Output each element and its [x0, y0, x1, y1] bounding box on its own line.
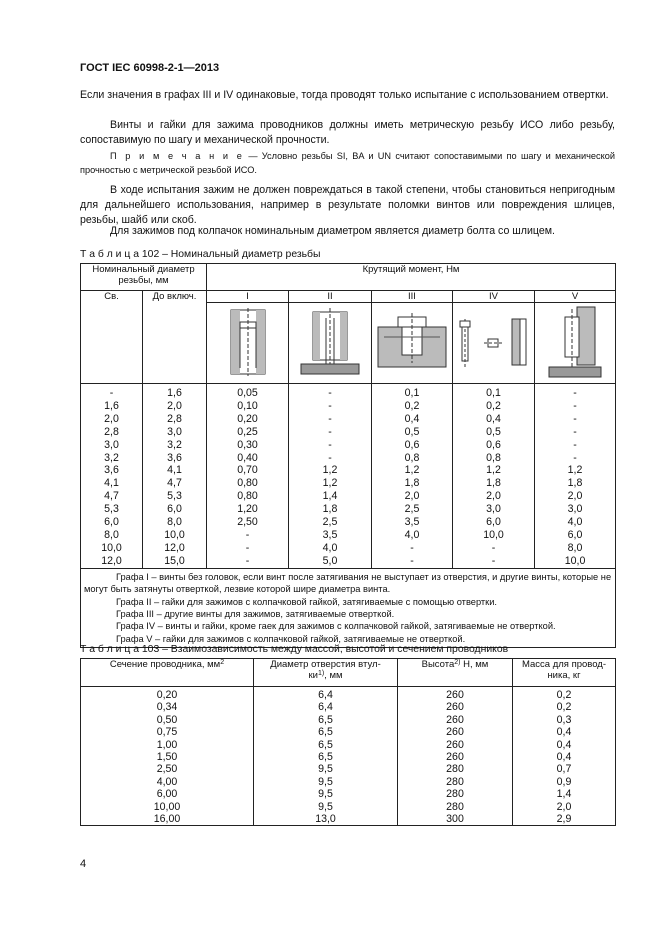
column-1: 0,05 0,10 0,20 0,25 0,30 0,40 0,70 0,80 0,80 1,20 2,50 - - -	[207, 384, 289, 569]
page-header: ГОСТ IEC 60998-2-1—2013	[80, 62, 220, 74]
note-text: — Условно резьбы SI, BA и UN считают сопоставимыми по шагу и механической прочностью с метрической резьбой ИСО.	[80, 151, 615, 175]
figure-col-1	[207, 303, 289, 384]
header-col-4: IV	[453, 291, 535, 303]
table-103	[80, 658, 616, 826]
caption-text: 103 – Взаимозависимость между массой, высотой и сечением проводников	[139, 644, 509, 655]
table-103-caption	[80, 644, 508, 655]
header-diameter	[254, 659, 398, 687]
caption-text: 102 – Номинальный диаметр резьбы	[139, 249, 321, 260]
header-col-1: I	[207, 291, 289, 303]
header-section-text: Сечение проводника, мм	[109, 659, 221, 670]
column-from: - 1,6 2,0 2,8 3,0 3,2 3,6 4,1 4,7 5,3 6,0 8,0 10,0 12,0	[81, 384, 143, 569]
column-4: 0,1 0,2 0,4 0,5 0,6 0,8 1,2 1,8 2,0 3,0 6,0 10,0 - -	[453, 384, 535, 569]
footnote-1: Графа I – винты без головок, если винт после затягивания не выступает из отверстия, и другие винты, которые не могут быть затянуты отверткой, лезвие которой шире диаметра винта.	[84, 571, 612, 595]
paragraph-3: В ходе испытания зажим не должен повреждаться в такой степени, чтобы становиться непригодным для дальнейшего использования, например в результате поломки винтов или повреждения шлицев, резьбы, шайб или скоб.	[80, 184, 615, 226]
header-to: До включ.	[143, 291, 207, 384]
footnote-3: Графа III – другие винты для зажимов, затягиваемые отверткой.	[116, 608, 395, 619]
header-height-sup: 2)	[454, 659, 461, 666]
header-from: Св.	[81, 291, 143, 384]
caption-label: Т а б л и ц а	[80, 249, 139, 260]
column-height: 260 260 260 260 260 260 280 280 280 280 300	[398, 687, 513, 826]
caption-label: Т а б л и ц а	[80, 644, 139, 655]
column-3: 0,1 0,2 0,4 0,5 0,6 0,8 1,2 1,8 2,0 2,5 3,5 4,0 - -	[372, 384, 453, 569]
header-section-sup: 2	[220, 659, 225, 666]
header-diameter-sup: 1)	[317, 670, 325, 677]
note	[80, 150, 615, 177]
figure-col-4	[453, 303, 535, 384]
figure-col-2	[289, 303, 372, 384]
table-102-caption	[80, 249, 320, 260]
header-col-3: III	[372, 291, 453, 303]
header-col-5: V	[535, 291, 616, 303]
paragraph-2: Винты и гайки для зажима проводников должны иметь метрическую резьбу ИСО либо резьбу, сопоставимую по шагу и механической прочности.	[80, 119, 615, 146]
header-mass: Масса для провод- ника, кг	[513, 659, 616, 687]
header-diameter-text: Диаметр отверстия втул-	[270, 659, 381, 670]
header-torque: Крутящий момент, Нм	[207, 264, 616, 291]
header-height	[398, 659, 513, 687]
header-section	[81, 659, 254, 687]
table-102-footnotes	[81, 568, 616, 647]
column-2: - - - - - - 1,2 1,2 1,4 1,8 2,5 3,5 4,0 5,0	[289, 384, 372, 569]
column-to: 1,6 2,0 2,8 3,0 3,2 3,6 4,1 4,7 5,3 6,0 8,0 10,0 12,0 15,0	[143, 384, 207, 569]
note-label: П р и м е ч а н и е	[110, 151, 245, 161]
page-number: 4	[80, 858, 87, 870]
table-102	[80, 263, 616, 648]
figure-col-3	[372, 303, 453, 384]
header-diameter-unit: , мм	[324, 670, 343, 681]
footnote-4: Графа IV – винты и гайки, кроме гаек для зажимов с колпачковой гайкой, затягиваемые не отверткой.	[116, 621, 556, 632]
column-diameter: 6,4 6,4 6,5 6,5 6,5 6,5 9,5 9,5 9,5 9,5 13,0	[254, 687, 398, 826]
header-col-2: II	[289, 291, 372, 303]
header-diameter-text-2: ки	[308, 670, 318, 681]
column-5: - - - - - - 1,2 1,8 2,0 3,0 4,0 6,0 8,0 10,0	[535, 384, 616, 569]
header-height-unit: H, мм	[460, 659, 489, 670]
column-section: 0,20 0,34 0,50 0,75 1,00 1,50 2,50 4,00 6,00 10,00 16,00	[81, 687, 254, 826]
header-nominal-diameter: Номинальный диаметр резьбы, мм	[81, 264, 207, 291]
footnote-5: Графа V – гайки для зажимов с колпачковой гайкой, затягиваемые не отверткой.	[116, 633, 466, 644]
paragraph-1: Если значения в графах III и IV одинаковые, тогда проводят только испытание с использованием отвертки.	[80, 89, 609, 101]
footnote-2: Графа II – гайки для зажимов с колпачковой гайкой, затягиваемые с помощью отвертки.	[116, 596, 498, 607]
header-height-text: Высота	[421, 659, 455, 670]
column-mass: 0,2 0,2 0,3 0,4 0,4 0,4 0,7 0,9 1,4 2,0 2,9	[513, 687, 616, 826]
paragraph-4: Для зажимов под колпачок номинальным диаметром является диаметр болта со шлицем.	[110, 225, 555, 237]
figure-col-5	[535, 303, 616, 384]
